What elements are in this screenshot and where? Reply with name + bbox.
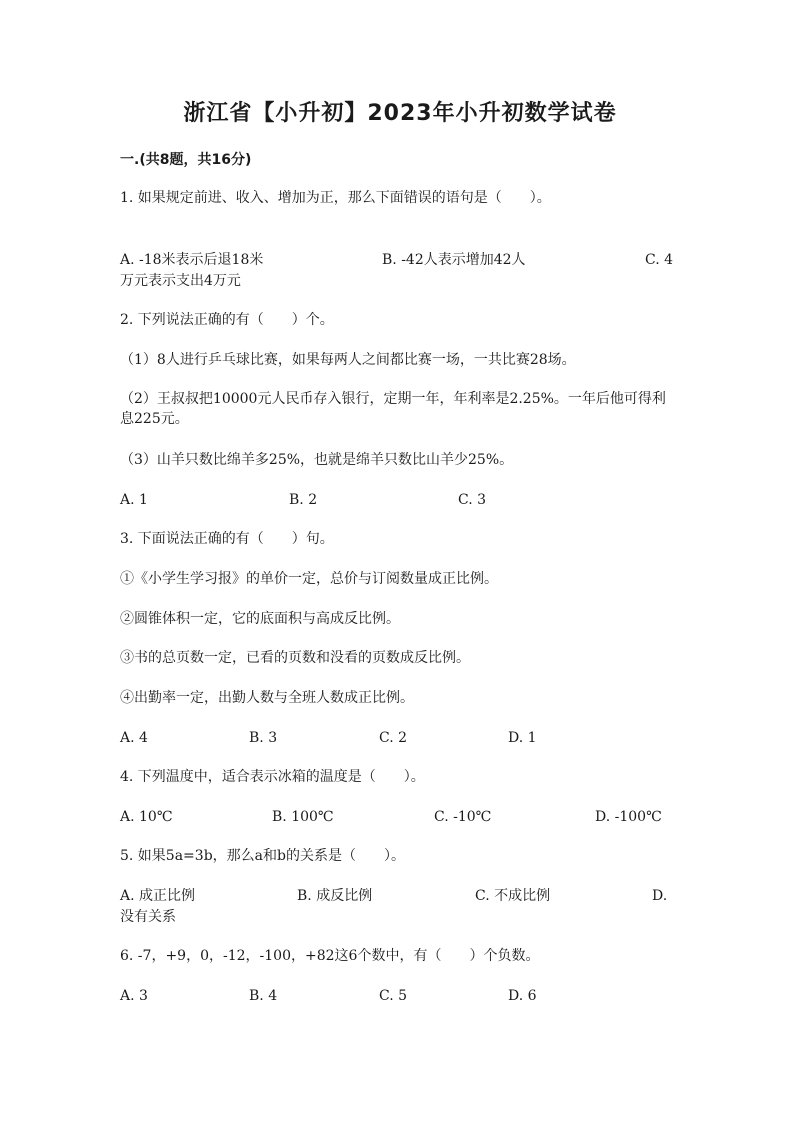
question-3-option-b: B. 3: [249, 730, 278, 746]
question-3-option-c: C. 2: [379, 730, 408, 746]
page-title: 浙江省【小升初】2023年小升初数学试卷: [183, 101, 617, 126]
question-5-option-a: A. 成正比例: [120, 888, 196, 904]
question-4-option-a: A. 10℃: [120, 809, 173, 825]
question-6-option-d: D. 6: [508, 988, 537, 1004]
question-2-stem: 2. 下列说法正确的有（ ）个。: [120, 312, 334, 328]
question-1-option-c-continued: 万元表示支出4万元: [120, 273, 241, 289]
question-6-option-b: B. 4: [249, 988, 278, 1004]
question-3-statement-4: ④出勤率一定，出勤人数与全班人数成正比例。: [120, 690, 414, 706]
question-2-statement-2: （2）王叔叔把10000元人民币存入银行，定期一年，年利率是2.25%。一年后他可得利息225元。: [120, 391, 666, 427]
question-4-stem: 4. 下列温度中，适合表示冰箱的温度是（ ）。: [120, 769, 425, 785]
section-heading: 一.(共8题，共16分): [120, 152, 252, 168]
question-6-option-a: A. 3: [120, 988, 148, 1004]
question-3-statement-2: ②圆锥体积一定，它的底面积与高成反比例。: [120, 611, 400, 627]
question-2-option-a: A. 1: [120, 492, 148, 508]
question-1-option-b: B. -42人表示增加42人: [382, 252, 526, 268]
question-1-stem: 1. 如果规定前进、收入、增加为正，那么下面错误的语句是（ ）。: [120, 190, 551, 206]
question-1-option-a: A. -18米表示后退18米: [120, 252, 264, 268]
question-4-option-b: B. 100℃: [272, 809, 334, 825]
question-2-option-c: C. 3: [458, 492, 487, 508]
question-3-statement-1: ①《小学生学习报》的单价一定，总价与订阅数量成正比例。: [120, 571, 498, 587]
question-1-option-c: C. 4: [645, 252, 674, 268]
question-2-option-b: B. 2: [289, 492, 318, 508]
question-4-option-d: D. -100℃: [595, 809, 662, 825]
question-6-stem: 6. -7，+9，0，-12，-100，+82这6个数中，有（ ）个负数。: [120, 948, 540, 964]
question-3-stem: 3. 下面说法正确的有（ ）句。: [120, 531, 334, 547]
question-4-option-c: C. -10℃: [434, 809, 492, 825]
question-5-stem: 5. 如果5a=3b，那么a和b的关系是（ ）。: [120, 848, 405, 864]
question-5-option-d: D.: [652, 888, 668, 904]
question-5-option-d-continued: 没有关系: [120, 909, 176, 925]
question-3-option-a: A. 4: [120, 730, 148, 746]
question-2-statement-3: （3）山羊只数比绵羊多25%，也就是绵羊只数比山羊少25%。: [120, 452, 514, 468]
question-5-option-c: C. 不成比例: [475, 888, 551, 904]
question-2-statement-1: （1）8人进行乒乓球比赛，如果每两人之间都比赛一场，一共比赛28场。: [120, 352, 576, 368]
question-5-option-b: B. 成反比例: [297, 888, 373, 904]
question-3-option-d: D. 1: [508, 730, 537, 746]
question-3-statement-3: ③书的总页数一定，已看的页数和没看的页数成反比例。: [120, 650, 470, 666]
question-6-option-c: C. 5: [379, 988, 408, 1004]
